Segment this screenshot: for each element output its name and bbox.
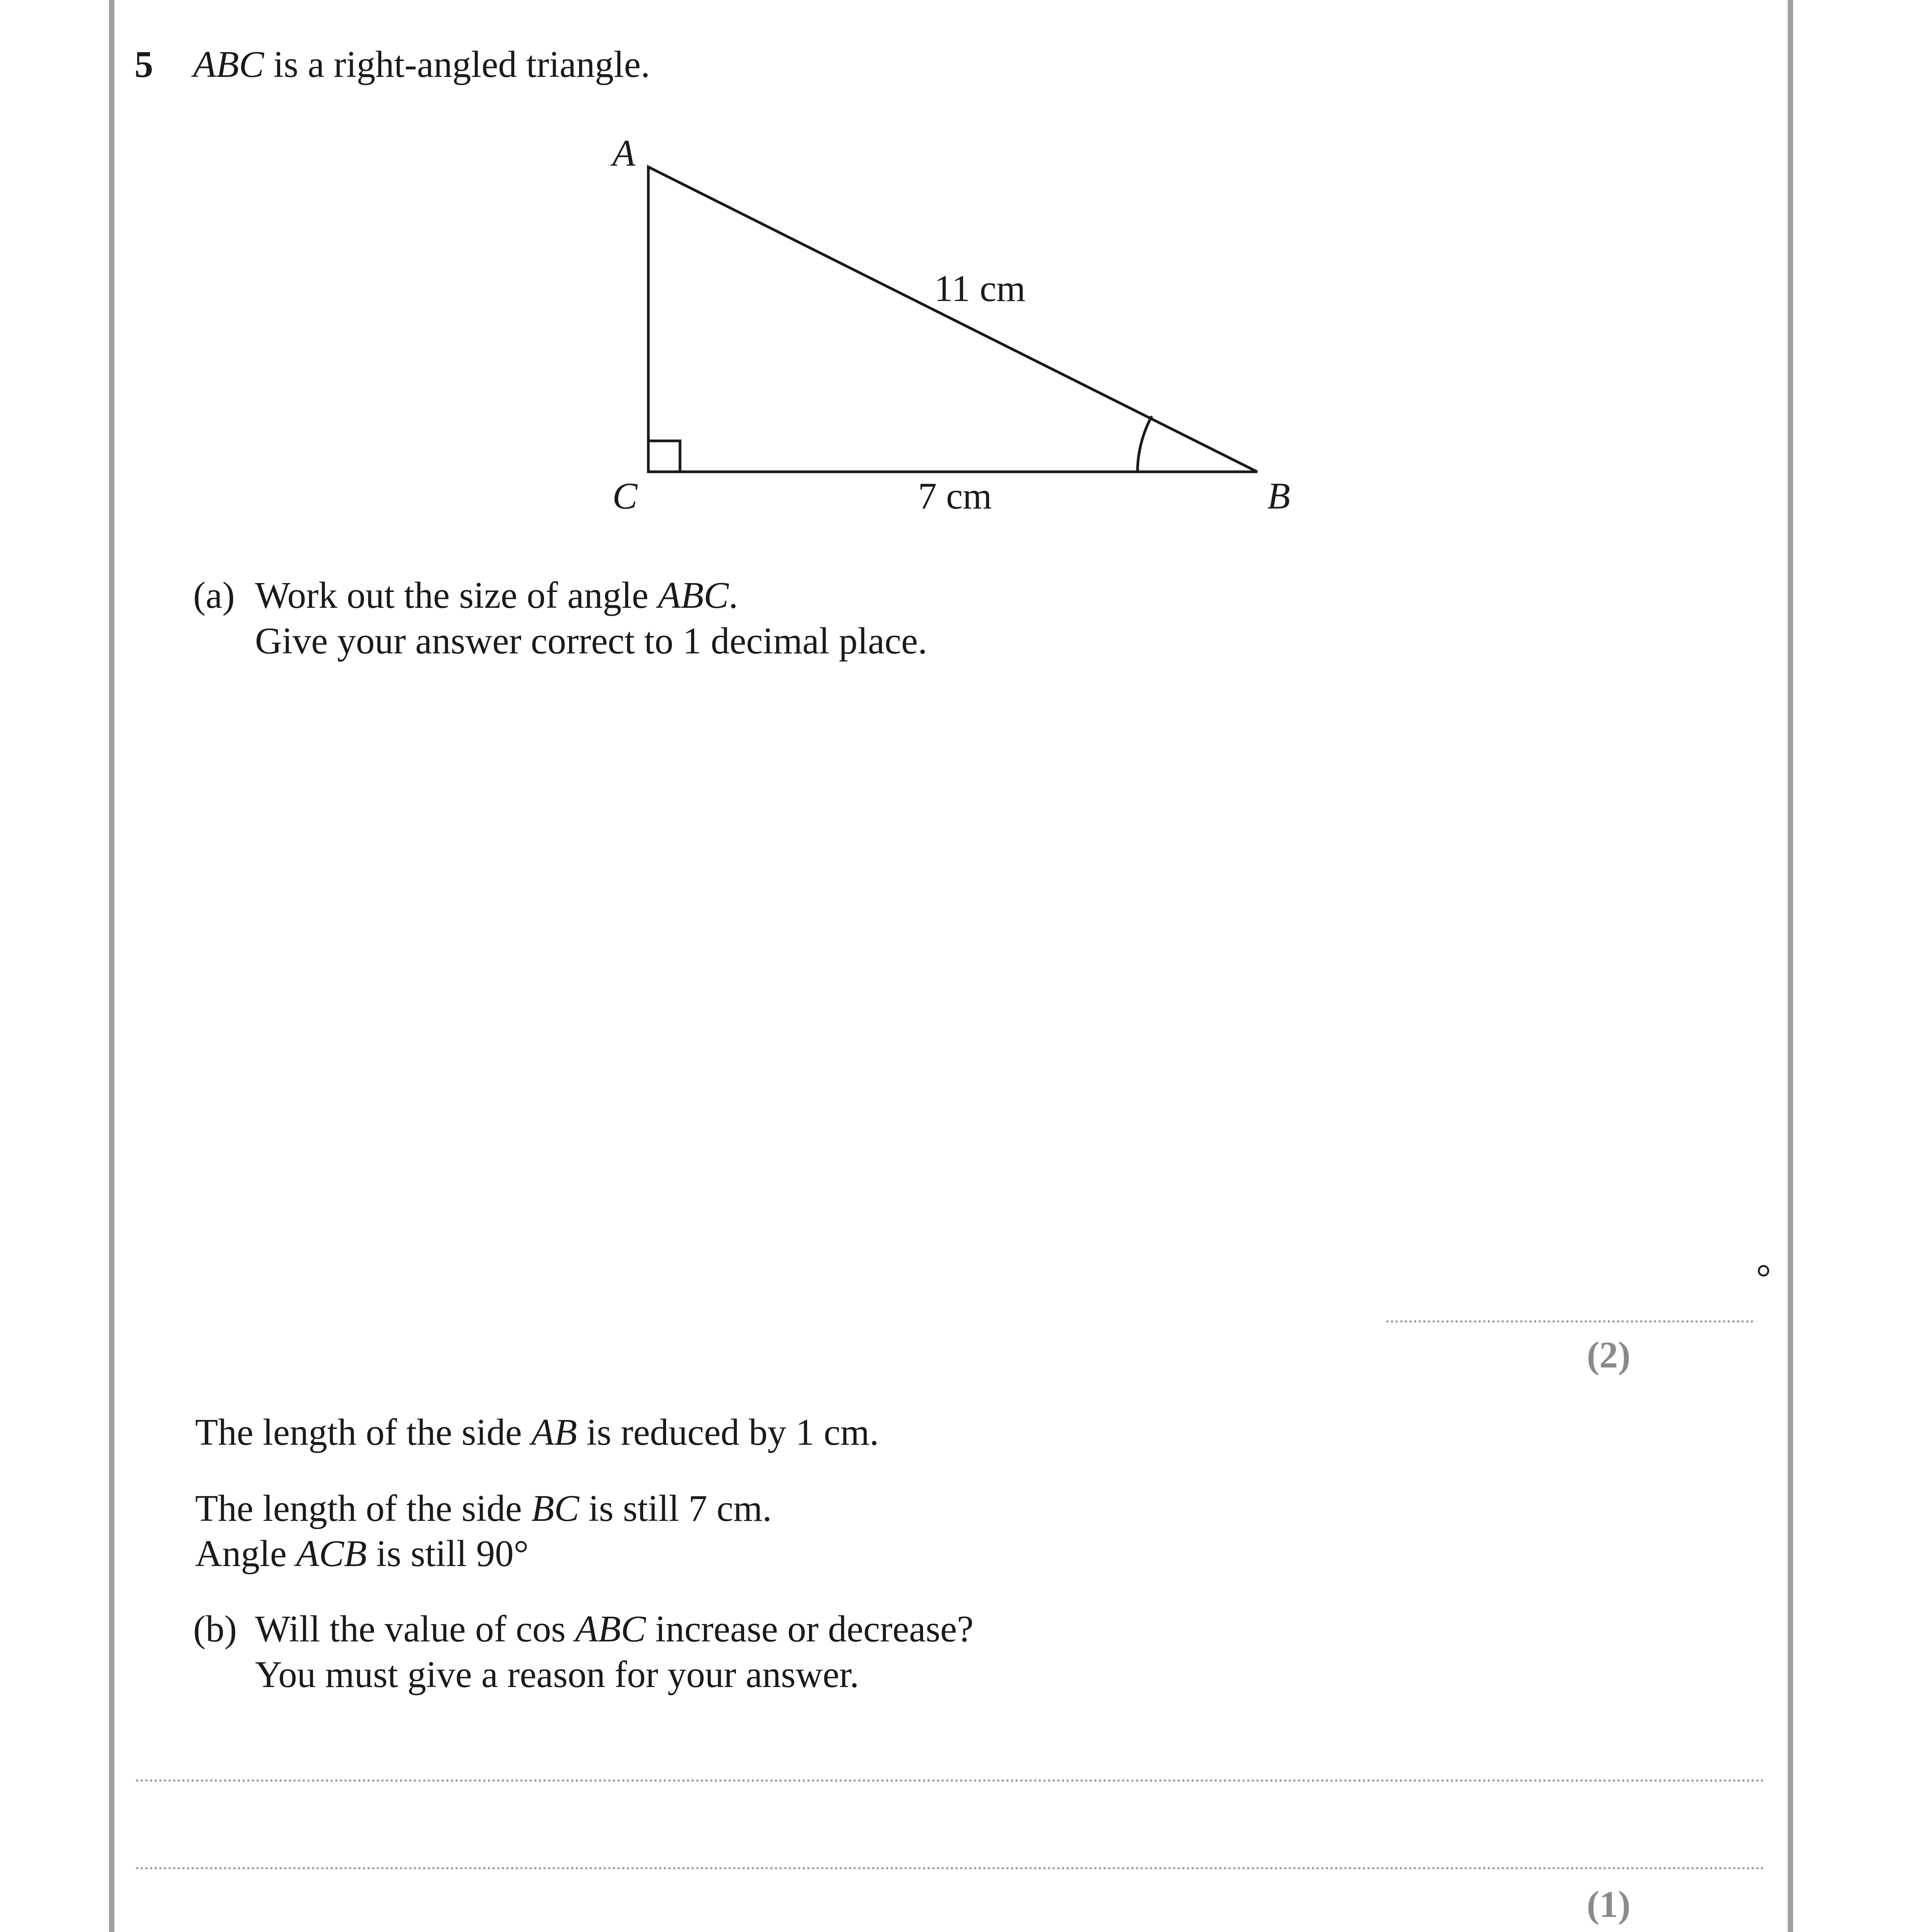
- info-1-post: is reduced by 1 cm.: [577, 1412, 879, 1453]
- intro-vertices: ABC: [193, 44, 264, 85]
- part-b-pre: Will the value of cos: [255, 1608, 575, 1650]
- info-line-2: [195, 1490, 772, 1527]
- part-b-label: (b): [193, 1608, 237, 1650]
- part-a-end: .: [728, 575, 738, 616]
- base-length-label: 7 cm: [918, 475, 992, 517]
- vertex-b-label: B: [1267, 475, 1290, 517]
- info-3-post: is still 90°: [367, 1533, 529, 1574]
- info-line-1: [195, 1413, 879, 1451]
- intro-text: is a right-angled triangle.: [264, 44, 650, 85]
- part-a-text: Work out the size of angle: [255, 575, 658, 616]
- part-b-marks: (1): [1587, 1884, 1631, 1925]
- info-3-pre: Angle: [195, 1533, 296, 1574]
- part-b-angle: ABC: [575, 1608, 646, 1650]
- part-b-answer-line-2[interactable]: [136, 1867, 1765, 1869]
- part-b-question: [255, 1610, 974, 1648]
- info-1-side: AB: [531, 1412, 577, 1453]
- angle-abc-arc: [1137, 416, 1152, 472]
- part-a-instruction: [255, 577, 738, 614]
- info-line-3: [195, 1535, 529, 1572]
- part-b-reason-note: You must give a reason for your answer.: [255, 1654, 859, 1695]
- part-a-label: (a): [193, 575, 235, 616]
- info-2-side: BC: [531, 1488, 580, 1529]
- info-3-angle: ACB: [296, 1533, 367, 1574]
- degree-symbol: °: [1756, 1257, 1771, 1298]
- part-a-angle: ABC: [658, 575, 729, 616]
- part-a-answer-line[interactable]: [1386, 1320, 1753, 1323]
- vertex-a-label: A: [612, 133, 636, 174]
- triangle-abc: [648, 167, 1257, 472]
- info-1-pre: The length of the side: [195, 1412, 532, 1453]
- part-b-post: increase or decrease?: [646, 1608, 974, 1650]
- part-b-answer-line-1[interactable]: [136, 1779, 1765, 1782]
- right-angle-marker: [648, 441, 680, 472]
- question-number: 5: [134, 44, 153, 85]
- vertex-c-label: C: [612, 475, 638, 517]
- part-a-marks: (2): [1587, 1334, 1631, 1376]
- hypotenuse-length-label: 11 cm: [934, 268, 1026, 309]
- info-2-pre: The length of the side: [195, 1488, 532, 1529]
- info-2-post: is still 7 cm.: [579, 1488, 772, 1529]
- part-a-precision-note: Give your answer correct to 1 decimal place.: [255, 620, 927, 662]
